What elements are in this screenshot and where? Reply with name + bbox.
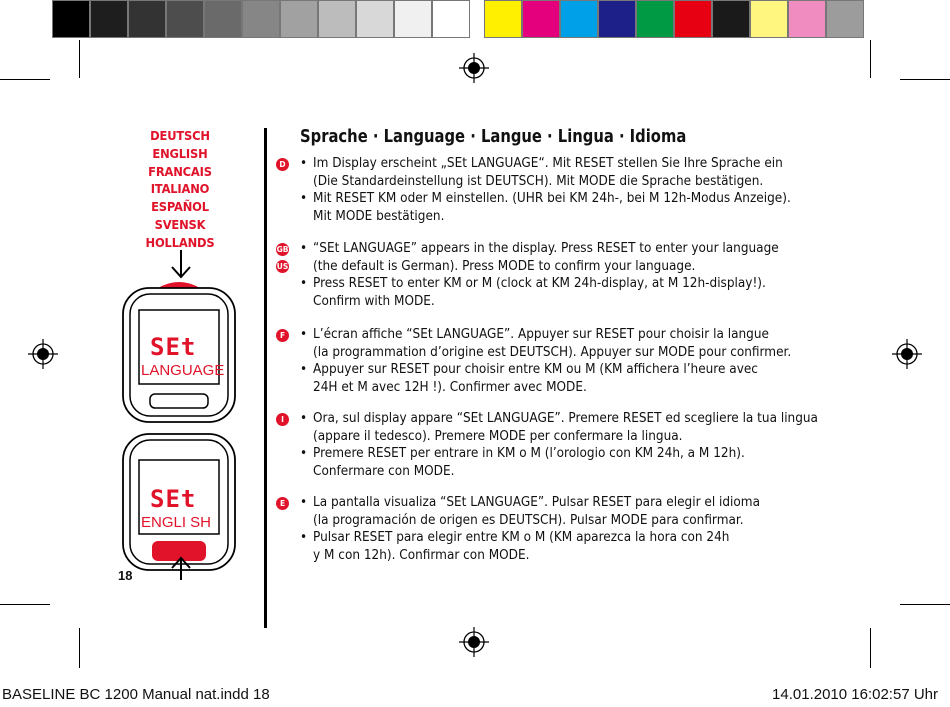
registration-mark-icon — [459, 627, 489, 657]
color-swatch — [826, 0, 864, 38]
language-list — [120, 127, 240, 252]
color-swatch — [636, 0, 674, 38]
color-swatch — [356, 0, 394, 38]
language-code-badge: D — [276, 158, 289, 171]
color-swatch — [166, 0, 204, 38]
language-item: FRANCAIS — [148, 163, 212, 179]
continuation-line: 24H et M avec 12H !). Confirmer avec MODE. — [313, 379, 587, 395]
bullet-line: • Pulsar RESET para elegir entre KM o M (KM aparezca la hora con 24h — [300, 529, 760, 547]
instruction-section — [300, 326, 828, 396]
color-swatch — [394, 0, 432, 38]
color-swatch — [52, 0, 90, 38]
language-code-badge: I — [276, 413, 289, 426]
vertical-divider — [264, 128, 267, 628]
footer-file-info: BASELINE BC 1200 Manual nat.indd 18 — [2, 686, 270, 703]
continuation-line: (the default is German). Press MODE to confirm your language. — [313, 258, 696, 274]
language-item: ITALIANO — [150, 181, 210, 197]
language-item: DEUTSCH — [150, 128, 210, 143]
language-item: HOLLANDS — [145, 234, 215, 250]
lcd-segment-text: SEt — [150, 485, 197, 513]
arrow-up-icon — [170, 556, 192, 580]
lcd-label: ENGLI SH — [141, 514, 212, 531]
instruction-section — [300, 494, 795, 564]
color-swatch — [484, 0, 522, 38]
bullet-line: • Mit RESET KM oder M einstellen. (UHR bei KM 24h-, bei M 12h-Modus Anzeige). — [300, 190, 791, 208]
lcd-segment-text: SEt — [150, 333, 197, 361]
color-swatch — [242, 0, 280, 38]
continuation-line: (appare il tedesco). Premere MODE per confermare la lingua. — [313, 428, 683, 444]
color-swatch — [750, 0, 788, 38]
color-swatch — [560, 0, 598, 38]
footer-timestamp: 14.01.2010 16:02:57 Uhr — [772, 686, 938, 703]
color-swatch — [90, 0, 128, 38]
continuation-line: Mit MODE bestätigen. — [313, 208, 445, 224]
registration-mark-icon — [28, 339, 58, 369]
color-swatch — [128, 0, 166, 38]
bullet-line: • Press RESET to enter KM or M (clock at KM 24h-display, at M 12h-display!). — [300, 275, 779, 293]
bullet-line: • Ora, sul display appare “SEt LANGUAGE”. Premere RESET ed scegliere la tua lingua — [300, 410, 818, 428]
bullet-line: • Premere RESET per entrare in KM o M (l’orologio con KM 24h, a M 12h). — [300, 445, 818, 463]
color-swatch — [598, 0, 636, 38]
bullet-line: • “SEt LANGUAGE” appears in the display. Press RESET to enter your language — [300, 240, 779, 258]
language-code-badge: E — [276, 497, 289, 510]
continuation-line: (Die Standardeinstellung ist DEUTSCH). Mit MODE die Sprache bestätigen. — [313, 173, 764, 189]
continuation-line: Confermare con MODE. — [313, 463, 455, 479]
color-swatch — [788, 0, 826, 38]
language-item: ENGLISH — [152, 145, 208, 161]
color-swatch — [318, 0, 356, 38]
continuation-line: (la programmation d’origine est DEUTSCH). Appuyer sur MODE pour confirmer. — [313, 344, 792, 360]
bullet-line: • Im Display erscheint „SEt LANGUAGE“. Mit RESET stellen Sie Ihre Sprache ein — [300, 155, 791, 173]
continuation-line: Confirm with MODE. — [313, 293, 435, 309]
language-item: SVENSK — [154, 216, 206, 232]
continuation-line: y M con 12h). Confirmar con MODE. — [313, 547, 530, 563]
instruction-section — [300, 240, 815, 310]
language-code-badge: F — [276, 329, 289, 342]
color-swatch — [204, 0, 242, 38]
color-swatch — [674, 0, 712, 38]
lcd-label: LANGUAGE — [141, 362, 225, 379]
bullet-line: • Appuyer sur RESET pour choisir entre KM ou M (KM affichera l’heure avec — [300, 361, 791, 379]
page-title: Sprache · Language · Langue · Lingua · Idioma — [300, 126, 687, 147]
instruction-section — [300, 410, 857, 480]
continuation-line: (la programación de origen es DEUTSCH). Pulsar MODE para confirmar. — [313, 512, 744, 528]
language-item: ESPAÑOL — [151, 199, 209, 215]
language-code-badge: US — [276, 262, 289, 271]
registration-mark-icon — [892, 339, 922, 369]
color-swatch — [432, 0, 470, 38]
language-code-badge: GB — [276, 245, 289, 254]
bullet-line: • L’écran affiche “SEt LANGUAGE”. Appuyer sur RESET pour choisir la langue — [300, 326, 791, 344]
registration-mark-icon — [459, 53, 489, 83]
color-swatch — [522, 0, 560, 38]
color-swatch — [712, 0, 750, 38]
instruction-section — [300, 155, 828, 225]
bullet-line: • La pantalla visualiza “SEt LANGUAGE”. Pulsar RESET para elegir el idioma — [300, 494, 760, 512]
page-number: 18 — [118, 568, 133, 583]
color-swatch — [280, 0, 318, 38]
